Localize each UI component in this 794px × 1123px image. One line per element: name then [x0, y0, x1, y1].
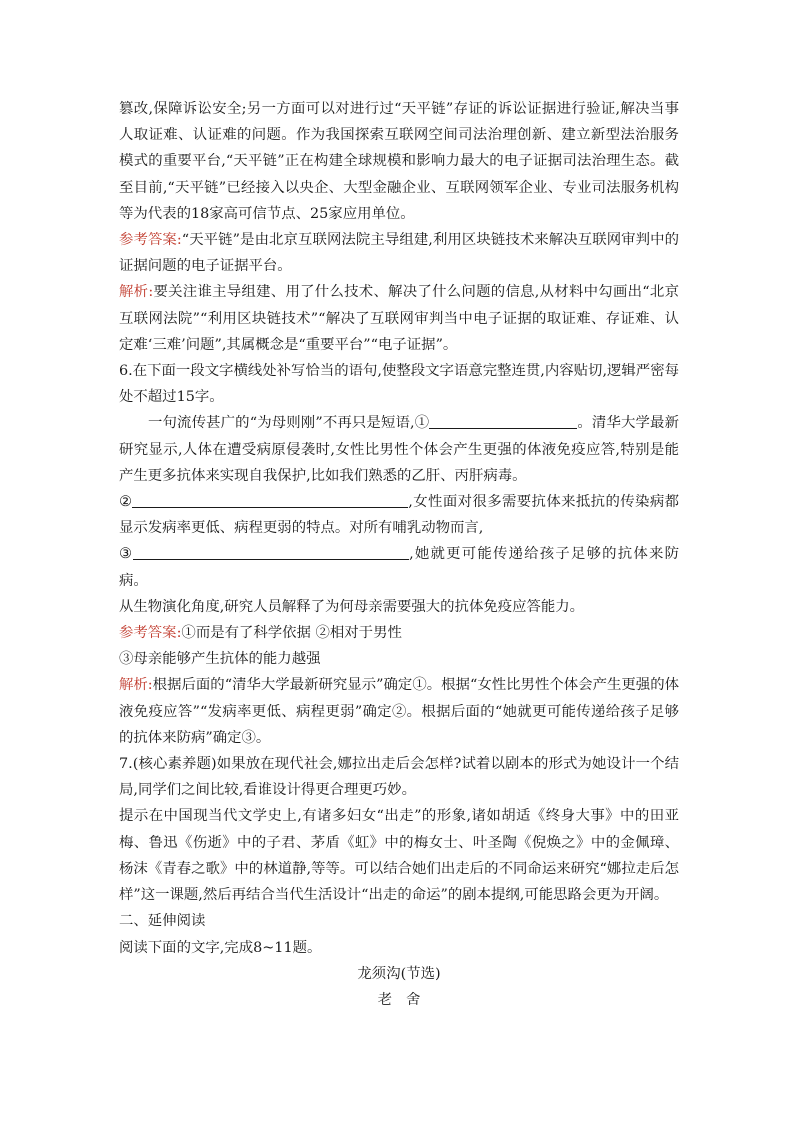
question-6-blank-3: [119, 541, 679, 593]
hint-7: 提示在中国现当代文学史上,有诸多妇女“出走”的形象,诸如胡适《终身大事》中的田亚梅、鲁迅《伤逝》中的子君、茅盾《虹》中的梅女士、叶圣陶《倪焕之》中的金佩璋、杨沫《青春之歌》中的林道静,等等。可以结合她们出走后的不同命运来研究“娜拉走后怎样”这一课题,然后再结合当代生活设计“出走的命运”的剧本提纲,可能思路会更为开阔。: [119, 808, 679, 904]
paragraph-tianpinglian: 篡改,保障诉讼安全;另一方面可以对进行过“天平链”存证的诉讼证据进行验证,解决当事人取证难、认证难的问题。作为我国探索互联网空间司法治理创新、建立新型法治服务模式的重要平台,“天平链”正在构建全球规模和影响力最大的电子证据司法治理生态。截至目前,“天平链”已经接入以央企、大型金融企业、互联网领军企业、专业司法服务机构等为代表的18家高可信节点、25家应用单位。: [119, 101, 679, 222]
explanation-text: 根据后面的“清华大学最新研究显示”确定①。根据“女性比男性个体会产生更强的体液免疫应答”“发病率更低、病程更弱”确定②。根据后面的“她就更可能传递给孩子足够的抗体来防病”确定③。: [119, 677, 679, 746]
q6-text-a: 一句流传甚广的“为母则刚”不再只是短语,①: [148, 415, 430, 432]
answer-6-line-2: ③母亲能够产生抗体的能力越强: [119, 651, 321, 668]
explanation-text: 要关注谁主导组建、用了什么技术、解决了什么问题的信息,从材料中勾画出“北京互联网法院”“利用区块链技术”“解决了互联网审判当中电子证据的取证难、存证难、认定难‘三难’问题”,其属概念是“重要平台”“电子证据”。: [119, 284, 679, 353]
question-6-blank-2: [119, 489, 679, 541]
fill-blank-1[interactable]: [429, 414, 577, 429]
question-7: 7.(核心素养题)如果放在现代社会,娜拉出走后会怎样?试着以剧本的形式为她设计一个结局,同学们之间比较,看谁设计得更合理更巧妙。: [119, 756, 679, 799]
explanation-6: [119, 672, 679, 751]
explanation-5: [119, 279, 679, 358]
answer-label: 参考答案:: [119, 232, 182, 249]
blank-3-marker: ③: [119, 546, 134, 563]
question-6-body: [119, 410, 679, 489]
explanation-label: 解析:: [119, 677, 153, 694]
question-6-conclusion: 从生物演化角度,研究人员解释了为何母亲需要强大的抗体免疫应答能力。: [119, 598, 585, 615]
answer-6: [119, 620, 679, 646]
section-heading: 二、延伸阅读: [119, 913, 206, 930]
answer-text: ①而是有了科学依据 ②相对于男性: [181, 625, 402, 642]
explanation-label: 解析:: [119, 284, 154, 301]
answer-text: “天平链”是由北京互联网法院主导组建,利用区块链技术来解决互联网审判中的证据问题的电子证据平台。: [119, 232, 679, 275]
article-title: 龙须沟(节选): [357, 965, 441, 982]
q6-text-b: 。清华大学最新研究显示,人体在遭受病原侵袭时,女性比男性个体会产生更强的体液免疫应答,特别是能产生更多抗体来实现自我保护,比如我们熟悉的乙肝、丙肝病毒。: [119, 415, 679, 484]
question-6: 6.在下面一段文字横线处补写恰当的语句,使整段文字语意完整连贯,内容贴切,逻辑严密每处不超过15字。: [119, 363, 679, 406]
blank-3-text: ,她就更可能传递给孩子足够的抗体来防病。: [119, 546, 680, 589]
document-page: [119, 96, 679, 1013]
blank-2-text: ,女性面对很多需要抗体来抵抗的传染病都显示发病率更低、病程更弱的特点。对所有哺乳动物而言,: [119, 494, 679, 537]
answer-5: [119, 227, 679, 279]
article-author: 老舍: [377, 991, 435, 1008]
blank-2-marker: ②: [119, 494, 133, 511]
reading-instruction: 阅读下面的文字,完成8~11题。: [119, 939, 322, 956]
answer-label: 参考答案:: [119, 625, 182, 642]
fill-blank-2[interactable]: [132, 493, 408, 508]
fill-blank-3[interactable]: [133, 545, 409, 560]
